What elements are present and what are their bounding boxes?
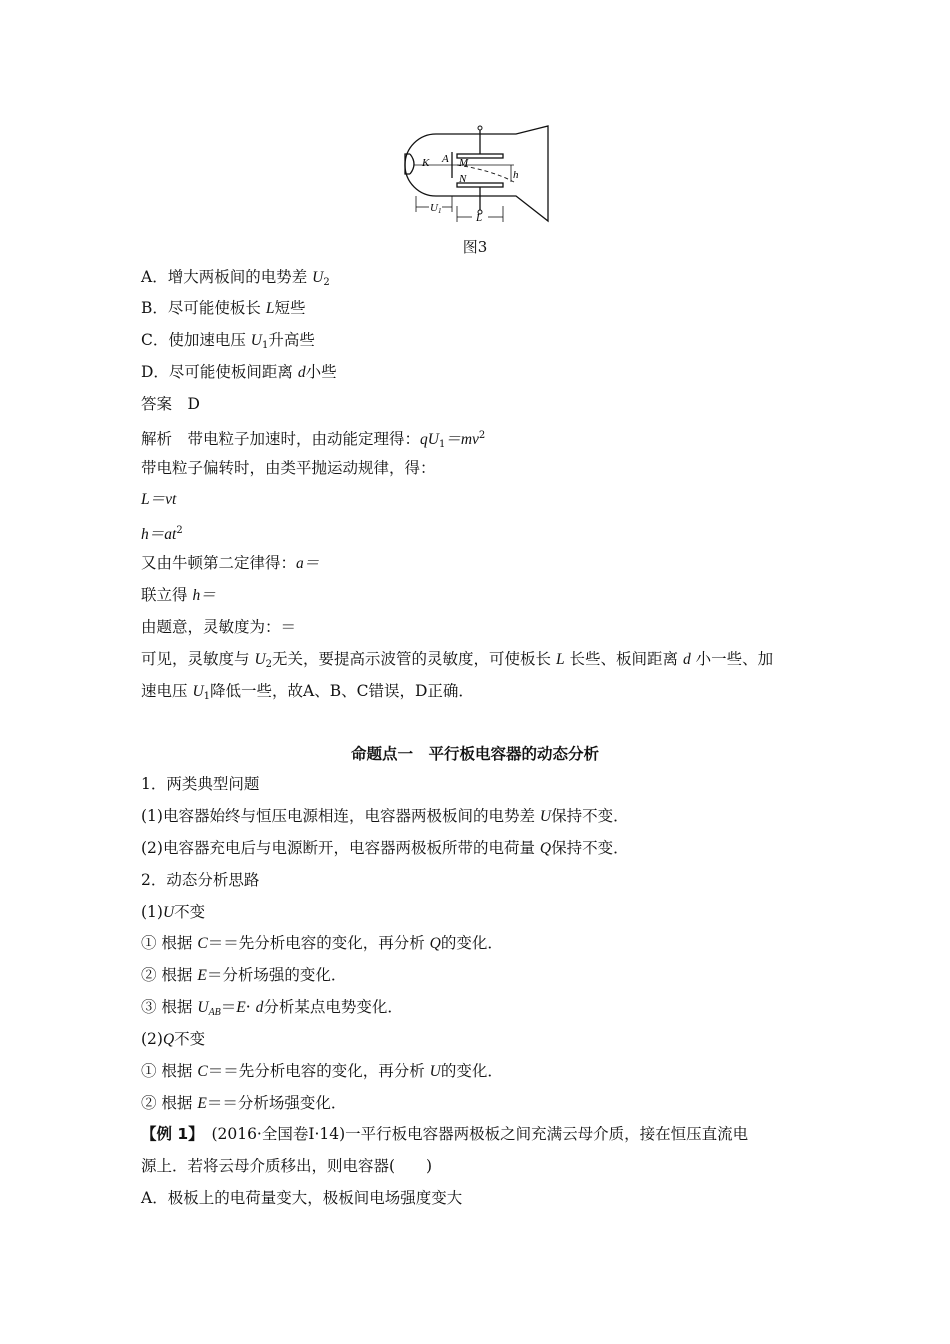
section-p3: (2)电容器充电后与电源断开，电容器两极板所带的电荷量 Q保持不变． bbox=[141, 839, 629, 857]
analysis-line-9: 速电压 $U_1$降低一些，故A、B、C错误，D正确． bbox=[141, 682, 474, 702]
label-m: M bbox=[459, 157, 469, 169]
oscilloscope-tube-figure bbox=[396, 124, 556, 226]
label-l: L bbox=[476, 212, 483, 224]
example-tag: 【例 1】 bbox=[141, 1125, 196, 1143]
analysis-line-3: L＝vt bbox=[141, 491, 177, 508]
answer: 答案 D bbox=[141, 395, 200, 413]
option-d: D．尽可能使板间距离 d小些 bbox=[141, 363, 337, 381]
figure-caption: 图3 bbox=[462, 238, 488, 256]
example-line-3: A．极板上的电荷量变大，极板间电场强度变大 bbox=[141, 1189, 463, 1207]
option-c: C．使加速电压 $U_1$升高些 bbox=[141, 331, 315, 351]
analysis-line-1: 解析 带电粒子加速时，由动能定理得：$qU_1=mv^2$ bbox=[141, 430, 486, 450]
section-p2: (1)电容器始终与恒压电源相连，电容器两极板间的电势差 U保持不变． bbox=[141, 807, 629, 825]
section-heading: 命题点一 平行板电容器的动态分析 bbox=[350, 745, 599, 763]
option-b: B．尽可能使板长 L短些 bbox=[141, 299, 306, 317]
section-p9: (2)Q不变 bbox=[141, 1030, 206, 1048]
label-a: A bbox=[442, 153, 449, 165]
label-u1: U1 bbox=[430, 202, 442, 215]
section-p11: ② 根据 E＝＝分析场强变化． bbox=[141, 1094, 347, 1112]
section-p1: 1．两类典型问题 bbox=[141, 775, 260, 793]
example-line-1: 【例 1】 (2016·全国卷Ⅰ·14)一平行板电容器两极板之间充满云母介质，接在恒压直流电 bbox=[141, 1125, 749, 1143]
option-a: A．增大两板间的电势差 $U_2$ bbox=[141, 268, 330, 288]
label-k: K bbox=[422, 157, 430, 169]
example-line-2: 源上．若将云母介质移出，则电容器( ) bbox=[141, 1157, 433, 1175]
analysis-line-8: 可见，灵敏度与 $U_2$无关，要提高示波管的灵敏度，可使板长 L 长些、板间距离 d 小一些、加 bbox=[141, 650, 774, 670]
label-h: h bbox=[513, 169, 519, 181]
analysis-line-6: 联立得 h＝ bbox=[141, 586, 216, 604]
section-p7: ② 根据 E＝分析场强的变化． bbox=[141, 966, 347, 984]
section-p10: ① 根据 C＝＝先分析电容的变化，再分析 U的变化． bbox=[141, 1062, 503, 1080]
analysis-line-4: $h=at^2$ bbox=[141, 525, 183, 543]
analysis-line-7: 由题意，灵敏度为：＝ bbox=[141, 618, 297, 636]
analysis-line-2: 带电粒子偏转时，由类平抛运动规律，得： bbox=[141, 459, 436, 477]
section-p5: (1)U不变 bbox=[141, 903, 206, 921]
section-p8: ③ 根据 $U_{AB}=E\cdot d$分析某点电势变化． bbox=[141, 998, 403, 1018]
section-p4: 2．动态分析思路 bbox=[141, 871, 260, 889]
label-n: N bbox=[459, 173, 467, 185]
section-p6: ① 根据 C＝＝先分析电容的变化，再分析 Q的变化． bbox=[141, 934, 503, 952]
analysis-line-5: 又由牛顿第二定律得：a＝ bbox=[141, 554, 320, 572]
